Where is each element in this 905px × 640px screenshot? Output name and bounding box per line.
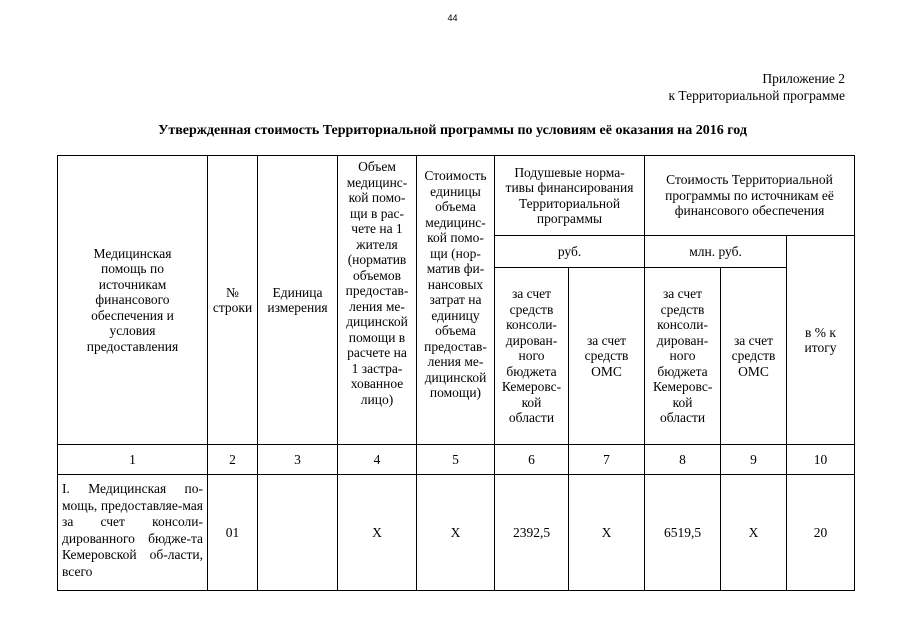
row-cost-budget: 6519,5 [645,475,721,591]
row-line-number: 01 [208,475,258,591]
column-number: 3 [258,445,338,475]
appendix-line-1: Приложение 2 [762,71,845,86]
row-cost-oms: Х [721,475,787,591]
header-unit-rub: руб. [495,236,645,268]
appendix-line-2: к Территориальной программе [668,88,845,103]
row-per-capita-budget: 2392,5 [495,475,569,591]
header-group-cost: Стоимость Территориальной программы по источникам её финансового обеспечения [645,156,855,236]
row-per-capita-oms: Х [569,475,645,591]
column-number: 10 [787,445,855,475]
row-volume: Х [338,475,417,591]
header-col-3: Единица измерения [258,156,338,445]
column-number: 7 [569,445,645,475]
header-col-10: в % к итогу [787,236,855,445]
header-unit-mln-rub: млн. руб. [645,236,787,268]
header-col-6: за счет средств консоли-дирован-ного бюджета Кемеровс-кой области [495,268,569,445]
table-row [58,475,855,591]
header-row-1 [58,156,855,236]
column-number: 9 [721,445,787,475]
column-numbers-row [58,445,855,475]
document-title: Утвержденная стоимость Территориальной программы по условиям её оказания на 2016 год [158,123,747,138]
row-percent: 20 [787,475,855,591]
column-number: 5 [417,445,495,475]
header-col-4: Объем медицинс-кой помо-щи в рас-чете на 1 жителя (норматив объемов предостав-ления ме-дицинской помощи в расчете на 1 застра-хованное лицо) [338,156,417,445]
column-number: 8 [645,445,721,475]
column-number: 2 [208,445,258,475]
header-col-5: Стоимость единицы объема медицинс-кой помо-щи (нор-матив фи-нансовых затрат на единицу объема предостав-ления ме-дицинской помощи) [417,156,495,445]
header-col-1: Медицинская помощь по источникам финансового обеспечения и условия предоставления [58,156,208,445]
row-unit-cost: Х [417,475,495,591]
column-number: 1 [58,445,208,475]
header-col-8: за счет средств консоли-дирован-ного бюджета Кемеровс-кой области [645,268,721,445]
header-col-7: за счет средств ОМС [569,268,645,445]
cost-table [57,155,855,591]
header-col-2: № строки [208,156,258,445]
header-col-9: за счет средств ОМС [721,268,787,445]
column-number: 4 [338,445,417,475]
column-number: 6 [495,445,569,475]
header-group-per-capita: Подушевые норма-тивы финансирования Территориальной программы [495,156,645,236]
appendix-caption [669,70,846,104]
row-unit [258,475,338,591]
row-name: I. Медицинская по-мощь, предоставляе-мая за счет консоли-дированного бюдже-та Кемеровской об-ласти, всего [58,475,208,591]
page-number: 44 [447,13,458,23]
